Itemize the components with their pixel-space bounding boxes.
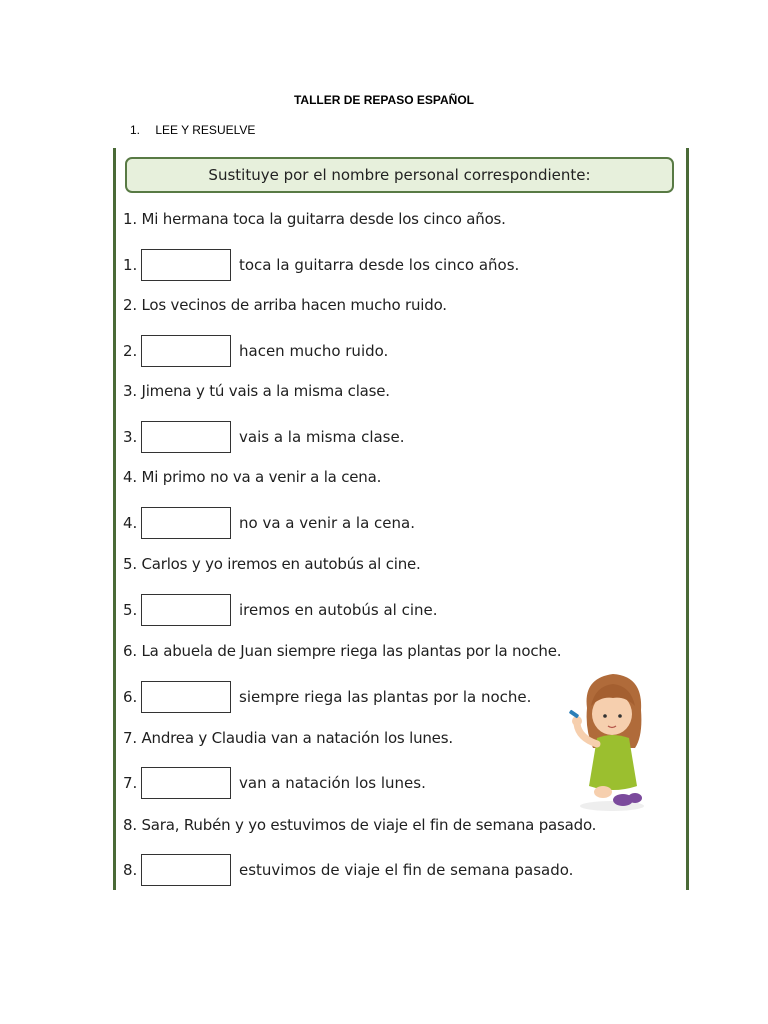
answer-row-3 — [123, 420, 405, 454]
sentence-3: 3. Jimena y tú vais a la misma clase. — [123, 382, 390, 400]
answer-number: 8. — [123, 861, 138, 879]
answer-box-5[interactable] — [141, 594, 231, 626]
answer-number: 7. — [123, 774, 138, 792]
sentence-6: 6. La abuela de Juan siempre riega las plantas por la noche. — [123, 642, 562, 660]
answer-number: 6. — [123, 688, 138, 706]
answer-box-4[interactable] — [141, 507, 231, 539]
answer-rest: siempre riega las plantas por la noche. — [239, 688, 532, 706]
answer-rest: vais a la misma clase. — [239, 428, 405, 446]
answer-number: 3. — [123, 428, 138, 446]
girl-illustration — [565, 668, 655, 813]
sentence-8: 8. Sara, Rubén y yo estuvimos de viaje el fin de semana pasado. — [123, 816, 597, 834]
answer-box-7[interactable] — [141, 767, 231, 799]
answer-number: 1. — [123, 256, 138, 274]
answer-rest: van a natación los lunes. — [239, 774, 426, 792]
answer-row-6 — [123, 680, 531, 714]
answer-rest: hacen mucho ruido. — [239, 342, 389, 360]
answer-row-4 — [123, 506, 415, 540]
answer-rest: toca la guitarra desde los cinco años. — [239, 256, 520, 274]
answer-box-8[interactable] — [141, 854, 231, 886]
answer-row-8 — [123, 853, 573, 887]
sentence-1: 1. Mi hermana toca la guitarra desde los cinco años. — [123, 210, 506, 228]
answer-rest: iremos en autobús al cine. — [239, 601, 438, 619]
answer-number: 4. — [123, 514, 138, 532]
answer-rest: no va a venir a la cena. — [239, 514, 415, 532]
answer-row-1 — [123, 248, 519, 282]
answer-row-2 — [123, 334, 388, 368]
answer-rest: estuvimos de viaje el fin de semana pasado. — [239, 861, 574, 879]
answer-box-3[interactable] — [141, 421, 231, 453]
page-title: TALLER DE REPASO ESPAÑOL — [293, 93, 474, 107]
answer-number: 5. — [123, 601, 138, 619]
sentence-4: 4. Mi primo no va a venir a la cena. — [123, 468, 382, 486]
sentence-5: 5. Carlos y yo iremos en autobús al cine. — [123, 555, 421, 573]
answer-row-7 — [123, 766, 426, 800]
instruction-text: LEE Y RESUELVE — [155, 123, 256, 137]
answer-box-2[interactable] — [141, 335, 231, 367]
worksheet-banner: Sustituye por el nombre personal correspondiente: — [125, 157, 674, 193]
instruction — [130, 123, 255, 137]
answer-box-1[interactable] — [141, 249, 231, 281]
answer-number: 2. — [123, 342, 138, 360]
answer-box-6[interactable] — [141, 681, 231, 713]
answer-row-5 — [123, 593, 438, 627]
sentence-2: 2. Los vecinos de arriba hacen mucho ruido. — [123, 296, 447, 314]
sentence-7: 7. Andrea y Claudia van a natación los lunes. — [123, 729, 453, 747]
instruction-number: 1. — [130, 123, 141, 137]
